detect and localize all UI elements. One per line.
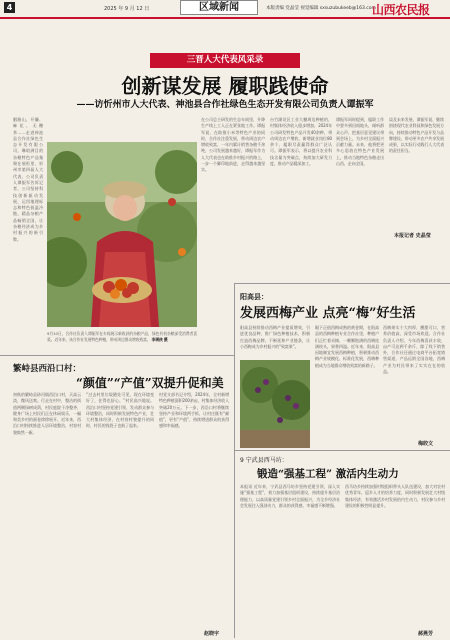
section-divider [234, 283, 450, 284]
story3-column-3: 村党支部书记介绍，2024年，全村新增特色种植面积200余亩，村集体经济收入突破20万元。下一步，西沿口村将继续坚持产业和环境两手抓，让村庄既有“颜值”，更有“产值”，持续增进群众的获得感和幸福感。 [159, 392, 229, 429]
lead-column-4: 谭振军同时提到，履职工作中要多到田间地头，倾听群众心声，把基层意见建议带到会场上，为乡村全面振兴贡献力量。未来，他将把更多心思放在特色产业发展上，推动当地特色杂粮走出山西、走向全国。 [336, 117, 384, 167]
story3-location: 繁峙县西沿口村： [13, 364, 82, 374]
photo-caption [47, 331, 197, 344]
story3-column-2: “过去村里垃圾随处可见，现在环境变好了，住得也舒心。”村民高兴地说。西沿口村坚持党建引领，发动群众参与环境整治，同时积极发展特色产业，壮大村集体经济，在村容村貌提升的同时，村民的钱袋子也鼓了起来。 [86, 392, 154, 429]
newspaper-logo: 山西农民报 [372, 3, 430, 17]
lead-column-2: 在公司总主研发的生态车间里，升降生产线上工人正在紧张地工作。谭振军说，在助推小米等特色产业的同时，合作社注重发展，带动周边农户增收致富，一年内累计销售杂粮千余吨，公司发展越来越好，谭振军作为人大代表也在助推乡村振兴的路上，一步一个脚印地前进，走得越来越坚实。 [201, 117, 265, 173]
story2-photo [240, 360, 310, 454]
photo-caption-text: 9月10日，合作社负责人谭振军在车间展示新收获的杂粮产品，绿色有机杂粮深受消费者喜爱。近年来，该合作社发展特色种植，带动周边群众增收致富。 [47, 331, 197, 343]
story2-column-2: 西梅果实个大肉厚，酸甜可口，营养价值高，深受市场欢迎。合作社负责人介绍，今年西梅喜获丰收，亩产可达两千余斤，除了线下销售外，合作社还通过电商平台拓宽销售渠道，产品远销全国各地，西梅产业为村民带来了实实在在的收益。 [383, 325, 445, 375]
story4-author: 郝燕芳 [418, 631, 434, 637]
editor-info: 本版责编 党晶莹 视觉编辑 sxsuzubukeeb@163.com [266, 6, 376, 11]
column-banner: 三晋人大代表风采录 [150, 53, 300, 68]
story2-headline: 发展西梅产业 点亮“梅”好生活 [240, 306, 416, 321]
section-divider [0, 355, 234, 356]
lead-column-5: 谈及未来发展，谭振军说，继续围绕现代农业科技和绿色发展方向，持续推动特色产品开发与品牌建设，带动更多农户共享发展成果，以实际行动践行人大代表的责任担当。 [389, 117, 444, 154]
page-number: 4 [4, 2, 15, 13]
farmer-photo [47, 142, 197, 327]
story2-column-1: 眼下正值西梅成熟的黄金期，在阳高县的西梅种植专业合作社里，种植户们正忙着采摘，一颗颗饱满的西梅挂满枝头，果香四溢。近年来，阳高县因地制宜发展西梅种植，积极推动西梅产业规模化、标准化发展，西梅种植成为当地群众增收致富的新路子。 [315, 325, 379, 368]
story4-headline: 锻造“强基工程” 激活内生动力 [257, 468, 399, 480]
story2-column-0: 阳高县持续推动西梅产业提质增效，引进优良品种，推广绿色种植技术，积极打造西梅品牌，不断延伸产业链条，让小西梅成为乡村振兴的“致富果”。 [240, 325, 310, 349]
lead-headline: 创新谋发展 履职践使命 [121, 74, 329, 98]
issue-date: 2025 年 9 月 12 日 [104, 6, 150, 12]
header-rule [0, 17, 450, 19]
photo-credit: 李瑛侠 摄 [151, 337, 168, 343]
page-header [0, 0, 450, 38]
section-title: 区域新闻 [180, 0, 258, 15]
lead-reporter: 本报记者 史晶莹 [394, 233, 431, 239]
story4-location: 9 宁武县西马坊： [240, 457, 288, 464]
column-divider [234, 283, 235, 638]
story2-location: 阳高县： [240, 293, 268, 301]
story4-column-1: 本报讯 近年来，宁武县西马坊乡坚持党建引领，深入实施“强基工程”，着力加强基层组织建设，持续提升基层治理能力，以高质量党建引领乡村全面振兴，为全乡经济社会发展注入强劲动力，群众的获得感、幸福感不断增强。 [240, 484, 340, 508]
story3-column-1: 初秋的繁峙县砂河镇西沿口村，天高云淡，微风送爽。行走在村中，整洁的街道两侧绿树成荫，村民庭院干净整齐，健身广场上村民们正在休闲娱乐，一幅和美乡村的画卷徐徐展开。近年来，西沿口村持续推进人居环境整治，村容村貌焕然一新。 [13, 392, 81, 435]
lead-subheadline: ——访忻州市人大代表、神池县合作社绿色生态开发有限公司负责人谭振军 [76, 100, 374, 110]
story2-author: 梅皎文 [418, 441, 434, 447]
lead-column-1: 胭脂山，开镰、麻花、无糖茶……走进神池县合作社绿色生态开发有限公司，琳琅满目的杂粮特色产品集聚在展柜里，忻州市第四届人大代表、公司负责人谭振军告诉记者，公司坚持科技创新驱动发展，运用地理标志和特色低温冷链，精品杂粮产品畅销全国，让杂粮经济成为乡村振兴的新引擎。 [13, 117, 43, 242]
lead-column-3: 台竹湖设区工业大棚周边种植的，村集体经济收入稳步增加，2024年公司研发特色产品开发40余种，带动周边农户增收，新增就业岗位80余个，履职尽责赢得群众广泛认可。谭振军表示，将以提升农业科技含量为突破点，持续加大研发力度，推动产品精深加工。 [270, 117, 332, 167]
story4-column-2: 西马坊乡持续加强村级组织带头人队伍建设，加大对农村优秀青年、返乡人才的培养力度，同时积极发展壮大村级集体经济，有效激活乡村发展的内生动力，村民参与乡村建设的积极性明显提升。 [345, 484, 445, 508]
story3-headline: “颜值”“产值”双提升促和美 [76, 376, 224, 390]
story3-author: 赵晓宇 [204, 631, 220, 637]
